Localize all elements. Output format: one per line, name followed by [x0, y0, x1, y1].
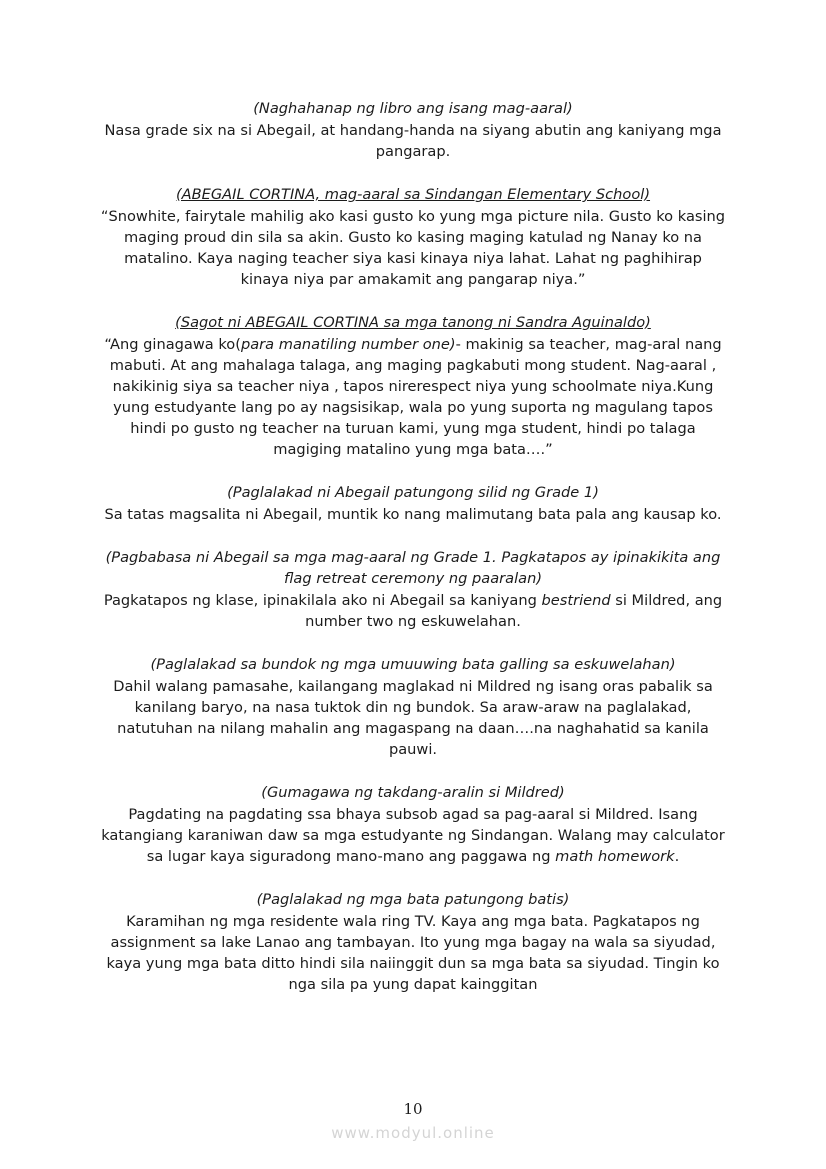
- paragraph-text: Sa tatas magsalita ni Abegail, muntik ko nang malimutang bata pala ang kausap ko.: [104, 506, 722, 523]
- narration-paragraph: [100, 804, 726, 867]
- scene-caption-text: (Paglalakad ng mga bata patungong batis): [256, 891, 570, 908]
- watermark: www.modyul.online: [331, 1124, 495, 1142]
- italic-text: para manatiling number one): [240, 336, 456, 353]
- scene-block: [100, 547, 726, 632]
- paragraph-text: Dahil walang pamasahe, kailangang maglakad ni Mildred ng isang oras pabalik sa kanilang baryo, na nasa tuktok din ng bundok. Sa araw-araw na paglalakad, natutuhan na nilang mahalin ang magaspang na daan….na naghahatid sa kanila pauwi.: [113, 678, 713, 758]
- scene-caption: [100, 547, 726, 589]
- scene-caption-text: (Pagbabasa ni Abegail sa mga mag-aaral ng Grade 1. Pagkatapos ay ipinakikita ang flag retreat ceremony ng paaralan): [105, 549, 721, 587]
- scene-block: [100, 312, 726, 460]
- scene-caption: [100, 98, 726, 119]
- narration-paragraph: [100, 676, 726, 760]
- scene-block: [100, 782, 726, 867]
- narration-paragraph: [100, 911, 726, 995]
- scene-caption-text: (Gumagawa ng takdang-aralin si Mildred): [261, 784, 565, 801]
- scene-block: [100, 889, 726, 995]
- scene-caption: [100, 889, 726, 910]
- scene-caption: [100, 184, 726, 205]
- narration-paragraph: [100, 120, 726, 162]
- paragraph-text: Pagdating na pagdating ssa bhaya subsob agad sa pag-aaral si Mildred. Isang katangiang karaniwan daw sa mga estudyante ng Sindangan. Walang may calculator sa lugar kaya siguradong mano-mano ang paggawa ng: [101, 806, 725, 865]
- paragraph-text: “Ang ginagawa ko(: [104, 336, 241, 353]
- paragraph-text: Nasa grade six na si Abegail, at handang-handa na siyang abutin ang kaniyang mga pangarap.: [104, 122, 722, 160]
- narration-paragraph: [100, 590, 726, 632]
- scene-caption: [100, 482, 726, 503]
- scene-caption-text: (Sagot ni ABEGAIL CORTINA sa mga tanong ni Sandra Aguinaldo): [175, 314, 651, 331]
- italic-text: math homework: [555, 848, 675, 865]
- paragraph-text: Karamihan ng mga residente wala ring TV. Kaya ang mga bata. Pagkatapos ng assignment sa lake Lanao ang tambayan. Ito yung mga bagay na wala sa siyudad, kaya yung mga bata ditto hindi sila naiinggit dun sa mga bata sa siyudad. Tingin ko nga sila pa yung dapat kainggitan: [106, 913, 720, 993]
- scene-caption-text: (ABEGAIL CORTINA, mag-aaral sa Sindangan Elementary School): [175, 186, 651, 203]
- page-number: 10: [403, 1100, 423, 1118]
- narration-paragraph: [100, 504, 726, 525]
- scene-block: [100, 98, 726, 162]
- narration-paragraph: [100, 334, 726, 460]
- scene-caption-text: (Naghahanap ng libro ang isang mag-aaral): [253, 100, 573, 117]
- scene-block: [100, 184, 726, 290]
- scene-block: [100, 482, 726, 525]
- paragraph-text: - makinig sa teacher, mag-aral nang mabuti. At ang mahalaga talaga, ang maging pagkabuti mong student. Nag-aaral , nakikinig siya sa teacher niya , tapos nirerespect niya yung schoolmate niya.Kung yung estudyante lang po ay nagsisikap, wala po yung suporta ng magulang tapos hindi po gusto ng teacher na turuan kami, yung mga student, hindi po talaga magiging matalino yung mga bata….”: [109, 336, 722, 458]
- scene-caption: [100, 312, 726, 333]
- italic-text: bestriend: [541, 592, 611, 609]
- paragraph-text: .: [674, 848, 680, 865]
- paragraph-text: si Mildred, ang number two ng eskuwelahan.: [305, 592, 723, 630]
- paragraph-text: Pagkatapos ng klase, ipinakilala ako ni Abegail sa kaniyang: [103, 592, 542, 609]
- scene-caption: [100, 654, 726, 675]
- paragraph-text: “Snowhite, fairytale mahilig ako kasi gusto ko yung mga picture nila. Gusto ko kasing maging proud din sila sa akin. Gusto ko kasing maging katulad ng Nanay ko na matalino. Kaya naging teacher siya kasi kinaya niya lahat. Lahat ng paghihirap kinaya niya par amakamit ang pangarap niya.”: [100, 208, 726, 288]
- document-body: [100, 98, 726, 1017]
- scene-caption-text: (Paglalakad sa bundok ng mga umuuwing bata galling sa eskuwelahan): [150, 656, 676, 673]
- scene-caption: [100, 782, 726, 803]
- narration-paragraph: [100, 206, 726, 290]
- scene-block: [100, 654, 726, 760]
- scene-caption-text: (Paglalakad ni Abegail patungong silid ng Grade 1): [227, 484, 599, 501]
